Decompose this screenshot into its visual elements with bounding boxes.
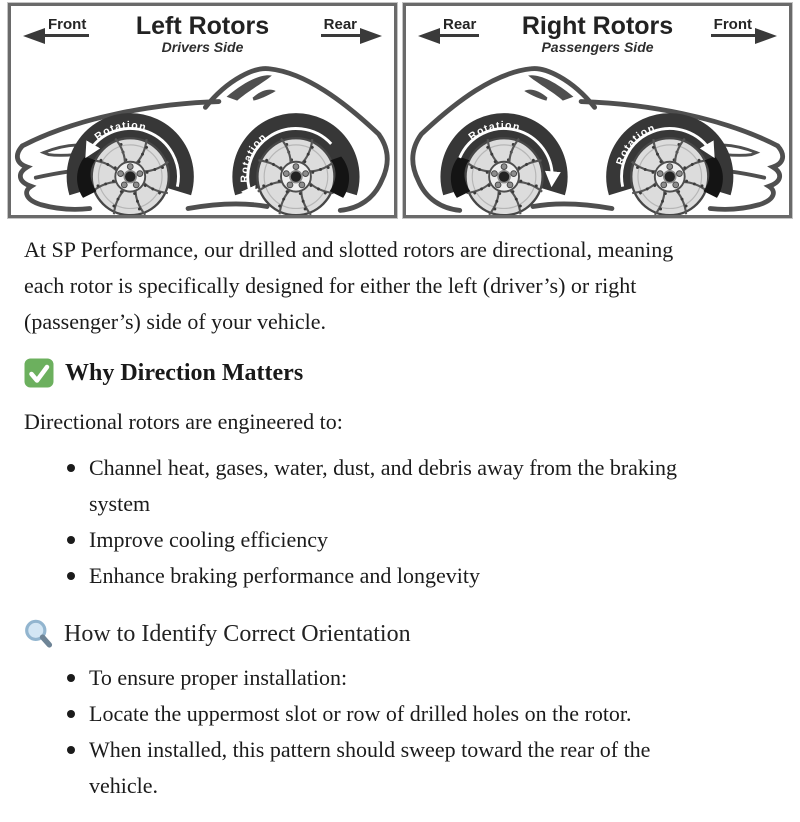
check-mark-emoji-icon (24, 358, 54, 388)
rotation-label: Rotation (466, 119, 522, 144)
left-car-illustration (11, 63, 394, 218)
why-direction-heading (24, 358, 776, 388)
identify-heading (24, 618, 776, 650)
arrow-right-icon (360, 28, 382, 44)
direction-label: Rear (440, 16, 479, 37)
list-item: Enhance braking performance and longevity (64, 558, 709, 594)
list-item: To ensure proper installation: (64, 660, 709, 696)
rotation-label: Rotation (614, 121, 658, 167)
front-direction-indicator (23, 16, 89, 37)
panel-subtitle: Drivers Side (161, 39, 244, 55)
panel-title: Right Rotors (521, 12, 674, 40)
heading-text: Why Direction Matters (65, 359, 304, 386)
rear-direction-indicator (321, 16, 382, 37)
rotation-label: Rotation (238, 130, 270, 183)
rear-direction-indicator (418, 16, 479, 37)
left-panel-header (11, 6, 394, 63)
benefits-list (24, 450, 776, 594)
panel-subtitle: Passengers Side (541, 39, 654, 55)
list-item: Channel heat, gases, water, dust, and debris away from the braking system (64, 450, 709, 522)
list-item: When installed, this pattern should sweep toward the rear of the vehicle. (64, 732, 709, 804)
right-panel-header (406, 6, 789, 63)
rotor-direction-diagram (0, 0, 800, 218)
lead-paragraph: Directional rotors are engineered to: (24, 409, 343, 434)
magnifying-glass-emoji-icon (24, 618, 53, 650)
front-direction-indicator (711, 16, 777, 37)
identify-list (24, 660, 776, 804)
left-rotors-panel (8, 3, 397, 218)
arrow-right-icon (755, 28, 777, 44)
direction-label: Rear (321, 16, 360, 37)
intro-paragraph: At SP Performance, our drilled and slotted rotors are directional, meaning each rotor is specifically designed for either the left (driver’s) or right (passenger’s) side of your vehicle. (24, 237, 674, 334)
arrow-left-icon (418, 28, 440, 44)
direction-label: Front (45, 16, 89, 37)
list-item: Improve cooling efficiency (64, 522, 709, 558)
right-rotors-panel (403, 3, 792, 218)
article (0, 218, 800, 822)
heading-text: How to Identify Correct Orientation (64, 620, 411, 647)
panel-title: Left Rotors (135, 12, 270, 40)
list-item: Locate the uppermost slot or row of drilled holes on the rotor. (64, 696, 709, 732)
direction-label: Front (711, 16, 755, 37)
arrow-left-icon (23, 28, 45, 44)
rotation-label: Rotation (92, 119, 148, 144)
right-car-illustration (406, 63, 789, 218)
